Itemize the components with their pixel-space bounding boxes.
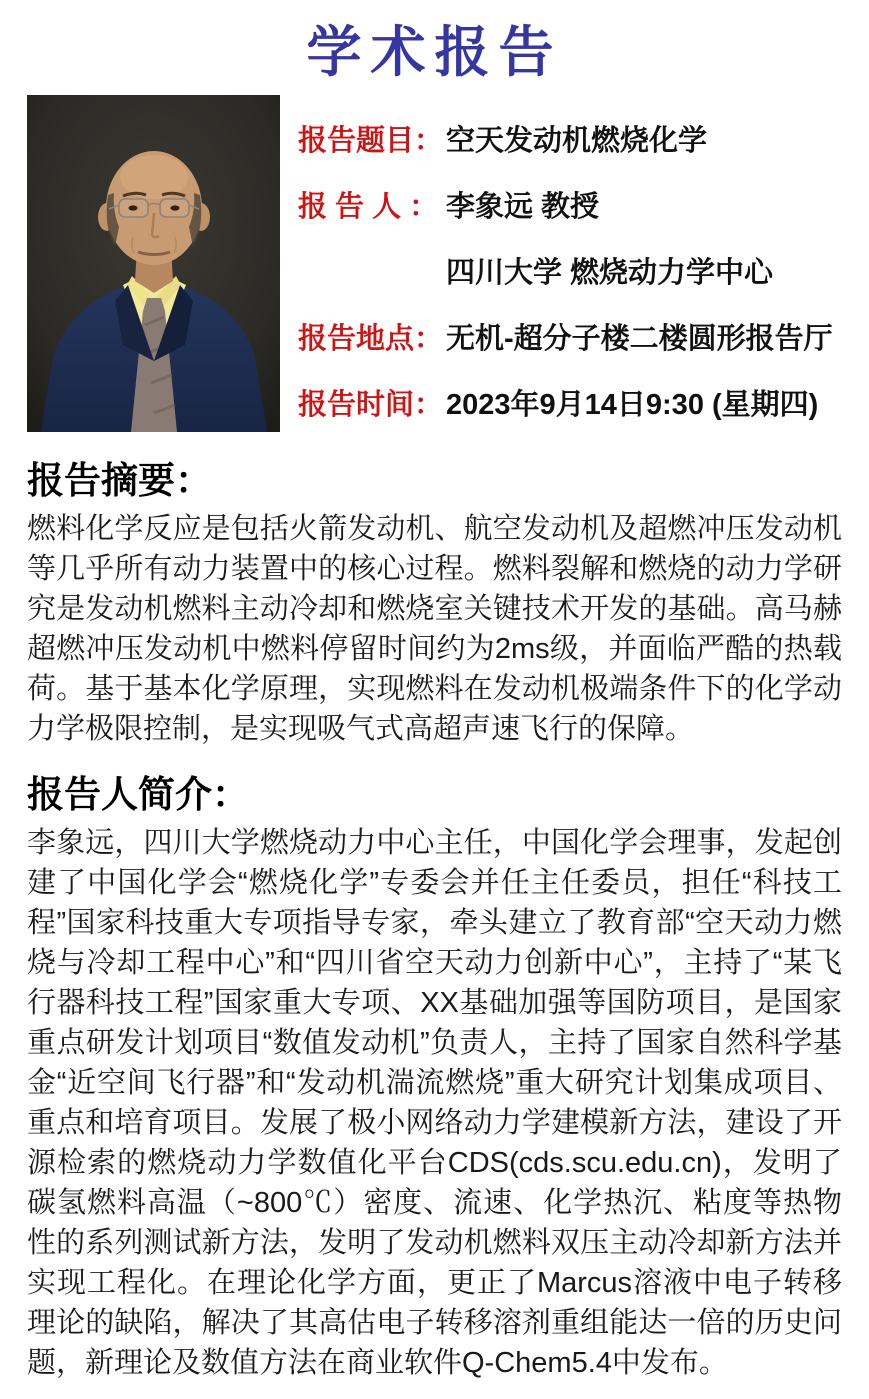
lecture-info [280,95,842,435]
info-row-location [298,303,842,369]
page-title: 学术报告 [306,19,563,84]
location-label: 报告地点： [298,322,444,355]
bio-body: 李象远，四川大学燃烧动力中心主任，中国化学会理事，发起创建了中国化学会“燃烧化学”专委会并任主任委员，担任“科技工程”国家科技重大专项指导专家，牵头建立了教育部“空天动力燃烧与冷却工程中心”和“四川省空天动力创新中心”，主持了“某飞行器科技工程”国家重大专项、XX基础加强等国防项目，是国家重点研发计划项目“数值发动机”负责人，主持了国家自然科学基金“近空间飞行器”和“发动机湍流燃烧”重大研究计划集成项目、重点和培育项目。发展了极小网络动力学建模新方法，建设了开源检索的燃烧动力学数值化平台CDS(cds.scu.edu.cn)，发明了碳氢燃料高温（~800℃）密度、流速、化学热沉、粘度等热物性的系列测试新方法，发明了发动机燃料双压主动冷却新方法并实现工程化。在理论化学方面，更正了Marcus溶液中电子转移理论的缺陷，解决了其高估电子转移溶剂重组能达一倍的历史问题，新理论及数值方法在商业软件Q-Chem5.4中发布。 [27,827,842,1380]
info-row-speaker [298,171,842,237]
abstract-body: 燃料化学反应是包括火箭发动机、航空发动机及超燃冲压发动机等几乎所有动力装置中的核心过程。燃料裂解和燃烧的动力学研究是发动机燃料主动冷却和燃烧室关键技术开发的基础。高马赫超燃冲压发动机中燃料停留时间约为2ms级，并面临严酷的热载荷。基于基本化学原理，实现燃料在发动机极端条件下的化学动力学极限控制，是实现吸气式高超声速飞行的保障。 [27,513,842,746]
eye-right [171,206,180,211]
topic-value: 空天发动机燃烧化学 [446,124,708,157]
info-row-topic [298,105,842,171]
info-row-affiliation [298,237,842,303]
header-section [27,95,842,435]
eye-left [129,206,138,211]
affiliation-value: 四川大学 燃烧动力学中心 [446,256,774,289]
time-label: 报告时间： [298,388,444,421]
location-value: 无机-超分子楼二楼圆形报告厅 [446,322,833,355]
topic-label: 报告题目： [298,124,444,157]
speaker-label: 报 告 人 ： [298,190,439,223]
bio-heading: 报告人简介： [27,774,249,816]
info-row-time [298,369,842,435]
time-value: 2023年9月14日9:30 (星期四) [446,388,819,421]
speaker-portrait-illustration [27,95,280,432]
speaker-photo [27,95,280,432]
abstract-heading: 报告摘要： [27,460,212,502]
speaker-value: 李象远 教授 [446,190,600,223]
